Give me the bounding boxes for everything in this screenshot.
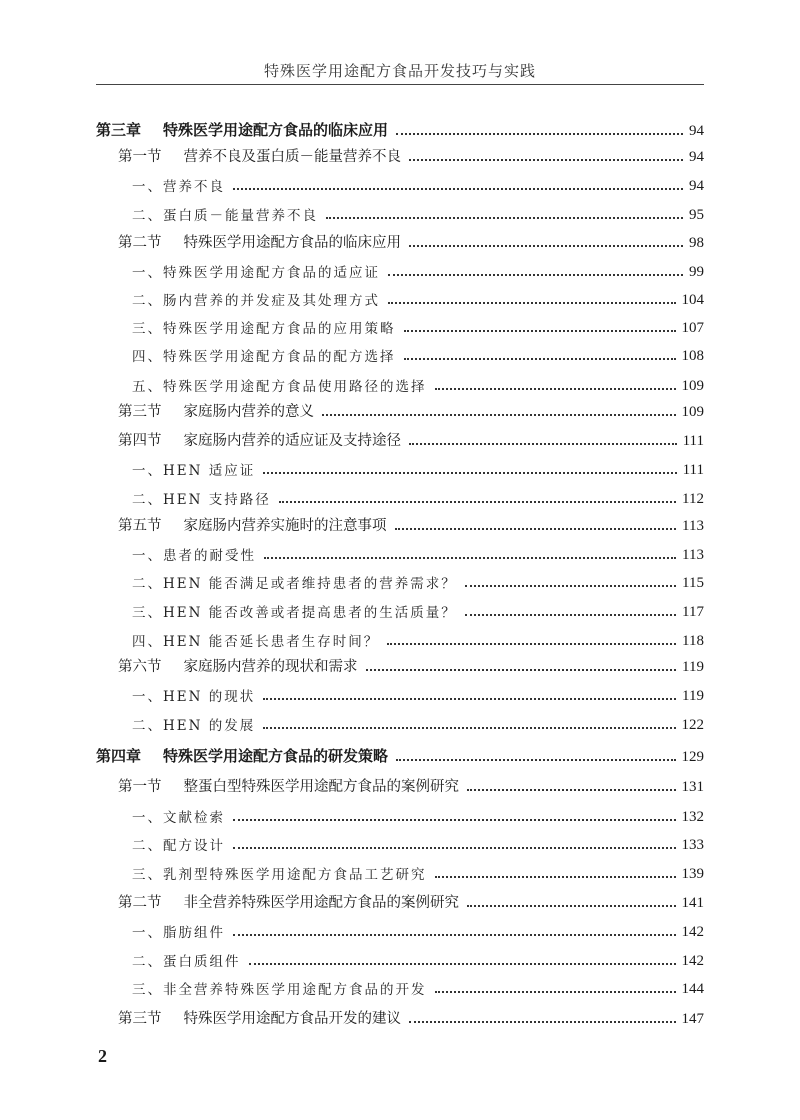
toc-entry-title: 三、HEN 能否改善或者提高患者的生活质量？ bbox=[132, 605, 457, 621]
toc-page-number: 132 bbox=[681, 809, 704, 825]
dot-leader bbox=[395, 528, 677, 530]
dot-leader bbox=[409, 1021, 676, 1023]
dot-leader bbox=[409, 159, 683, 161]
toc-entry-item bbox=[96, 486, 704, 508]
toc-entry-number: 第二节 bbox=[118, 895, 162, 911]
header-rule bbox=[96, 84, 704, 85]
toc-entry-title-text: 非全营养特殊医学用途配方食品的案例研究 bbox=[183, 895, 459, 911]
toc-entry-item bbox=[96, 287, 704, 309]
toc-entry-title: 三、非全营养特殊医学用途配方食品的开发 bbox=[132, 982, 427, 998]
toc-entry-item bbox=[96, 832, 704, 854]
toc-entry-title-text: 家庭肠内营养的适应证及支持途径 bbox=[183, 433, 401, 449]
dot-leader bbox=[404, 358, 676, 360]
toc-page-number: 119 bbox=[682, 659, 704, 675]
toc-entry-title: 一、HEN 适应证 bbox=[132, 463, 256, 479]
page-number: 2 bbox=[98, 1046, 107, 1066]
toc-entry-number: 第四章 bbox=[96, 747, 142, 765]
running-header: 特殊医学用途配方食品开发技巧与实践 bbox=[263, 62, 536, 80]
dot-leader bbox=[233, 934, 676, 936]
dot-leader bbox=[264, 557, 676, 559]
toc-entry-title-text: 家庭肠内营养的意义 bbox=[183, 404, 314, 420]
toc-entry-title: 二、蛋白质组件 bbox=[132, 954, 241, 970]
toc-page-number: 129 bbox=[681, 749, 704, 765]
toc-entry-number: 第一节 bbox=[118, 149, 162, 165]
toc-page-number: 109 bbox=[681, 378, 704, 394]
dot-leader bbox=[322, 414, 676, 416]
dot-leader bbox=[435, 876, 676, 878]
dot-leader bbox=[435, 991, 676, 993]
toc-entry-title-text: 家庭肠内营养实施时的注意事项 bbox=[183, 518, 387, 534]
toc-entry-title: 二、肠内营养的并发症及其处理方式 bbox=[132, 293, 380, 309]
dot-leader bbox=[233, 847, 676, 849]
toc-entry-title: 一、脂肪组件 bbox=[132, 925, 225, 941]
toc-entry-number: 第三节 bbox=[118, 1011, 162, 1027]
toc-entry-item bbox=[96, 948, 704, 970]
toc-entry-item bbox=[96, 259, 704, 281]
toc-entry-title: 二、蛋白质－能量营养不良 bbox=[132, 208, 318, 224]
dot-leader bbox=[263, 472, 676, 474]
toc-entry-section bbox=[96, 513, 704, 535]
toc-entry-item bbox=[96, 343, 704, 365]
toc-page-number: 133 bbox=[681, 837, 704, 853]
toc-entry-title: 一、患者的耐受性 bbox=[132, 548, 256, 564]
toc-page-number: 118 bbox=[682, 633, 704, 649]
toc-entry-section bbox=[96, 428, 704, 450]
toc-entry-item bbox=[96, 712, 704, 734]
dot-leader bbox=[388, 274, 683, 276]
dot-leader bbox=[233, 819, 676, 821]
toc-entry-section bbox=[96, 890, 704, 912]
toc-page-number: 112 bbox=[682, 491, 704, 507]
toc-entry-item bbox=[96, 976, 704, 998]
dot-leader bbox=[465, 614, 676, 616]
toc-entry-section bbox=[96, 230, 704, 252]
toc-entry-item bbox=[96, 919, 704, 941]
toc-entry-number: 第五节 bbox=[118, 518, 162, 534]
toc-entry-title-text: 整蛋白型特殊医学用途配方食品的案例研究 bbox=[183, 779, 459, 795]
toc-page-number: 94 bbox=[689, 178, 704, 194]
dot-leader bbox=[388, 302, 676, 304]
dot-leader bbox=[467, 789, 676, 791]
toc-entry-title bbox=[118, 1007, 401, 1028]
dot-leader bbox=[396, 759, 675, 761]
toc-page-number: 111 bbox=[682, 433, 704, 449]
toc-entry-title bbox=[118, 145, 401, 166]
toc-entry-title bbox=[118, 891, 459, 912]
toc-page-number: 113 bbox=[682, 518, 704, 534]
toc-entry-title-text: 家庭肠内营养的现状和需求 bbox=[183, 659, 358, 675]
toc-entry-number: 第三章 bbox=[96, 121, 142, 139]
toc-entry-section bbox=[96, 654, 704, 676]
toc-entry-title: 一、HEN 的现状 bbox=[132, 689, 256, 705]
toc-entry-title: 二、HEN 能否满足或者维持患者的营养需求？ bbox=[132, 576, 457, 592]
toc-entry-section bbox=[96, 144, 704, 166]
toc-entry-title bbox=[118, 231, 401, 252]
toc-entry-title: 五、特殊医学用途配方食品使用路径的选择 bbox=[132, 379, 427, 395]
toc-entry-item bbox=[96, 804, 704, 826]
toc-entry-title-text: 营养不良及蛋白质－能量营养不良 bbox=[183, 149, 401, 165]
toc-entry-title-text: 特殊医学用途配方食品的临床应用 bbox=[183, 235, 401, 251]
toc-entry-title: 三、特殊医学用途配方食品的应用策略 bbox=[132, 321, 396, 337]
toc-entry-chapter bbox=[96, 118, 704, 140]
toc-page-number: 144 bbox=[681, 981, 704, 997]
toc-entry-title bbox=[118, 514, 387, 535]
dot-leader bbox=[279, 501, 676, 503]
toc-page-number: 104 bbox=[681, 292, 704, 308]
toc-page-number: 115 bbox=[682, 575, 704, 591]
toc-entry-title: 四、特殊医学用途配方食品的配方选择 bbox=[132, 349, 396, 365]
toc-entry-title: 四、HEN 能否延长患者生存时间？ bbox=[132, 634, 380, 650]
toc-entry-section bbox=[96, 399, 704, 421]
toc-page-number: 99 bbox=[689, 264, 704, 280]
dot-leader bbox=[396, 133, 683, 135]
toc-page-number: 142 bbox=[681, 924, 704, 940]
dot-leader bbox=[465, 585, 676, 587]
toc-entry-title bbox=[96, 119, 388, 140]
toc-page-number: 94 bbox=[689, 149, 704, 165]
toc-entry-title-text: 特殊医学用途配方食品开发的建议 bbox=[183, 1011, 401, 1027]
toc-page-number: 109 bbox=[681, 404, 704, 420]
dot-leader bbox=[263, 727, 675, 729]
dot-leader bbox=[387, 643, 676, 645]
dot-leader bbox=[409, 443, 677, 445]
toc-entry-chapter bbox=[96, 744, 704, 766]
toc-entry-title: 二、HEN 的发展 bbox=[132, 718, 256, 734]
toc-entry-item bbox=[96, 457, 704, 479]
toc-page-number: 119 bbox=[682, 688, 704, 704]
toc-page-number: 122 bbox=[681, 717, 704, 733]
toc-entry-item bbox=[96, 373, 704, 395]
toc-entry-number: 第一节 bbox=[118, 779, 162, 795]
toc-entry-item bbox=[96, 570, 704, 592]
toc-entry-item bbox=[96, 683, 704, 705]
toc-entry-number: 第六节 bbox=[118, 659, 162, 675]
toc-entry-section bbox=[96, 774, 704, 796]
toc-page-number: 98 bbox=[689, 235, 704, 251]
toc-entry-title: 三、乳剂型特殊医学用途配方食品工艺研究 bbox=[132, 867, 427, 883]
dot-leader bbox=[263, 698, 676, 700]
toc-page-number: 108 bbox=[681, 348, 704, 364]
toc-entry-title bbox=[118, 429, 401, 450]
toc-entry-title-text: 特殊医学用途配方食品的临床应用 bbox=[163, 121, 389, 139]
toc-entry-item bbox=[96, 542, 704, 564]
dot-leader bbox=[435, 388, 676, 390]
toc-page-number: 142 bbox=[681, 953, 704, 969]
toc-entry-item bbox=[96, 202, 704, 224]
dot-leader bbox=[366, 669, 677, 671]
dot-leader bbox=[326, 217, 683, 219]
toc-entry-title: 一、文献检索 bbox=[132, 810, 225, 826]
dot-leader bbox=[233, 188, 683, 190]
toc-entry-title bbox=[118, 655, 358, 676]
toc-page-number: 117 bbox=[682, 604, 704, 620]
toc-page-number: 94 bbox=[689, 123, 704, 139]
toc-entry-item bbox=[96, 628, 704, 650]
toc-entry-title: 一、营养不良 bbox=[132, 179, 225, 195]
toc-page-number: 141 bbox=[681, 895, 704, 911]
toc-entry-title: 二、HEN 支持路径 bbox=[132, 492, 271, 508]
toc-page-number: 139 bbox=[681, 866, 704, 882]
dot-leader bbox=[249, 963, 676, 965]
toc-entry-number: 第四节 bbox=[118, 433, 162, 449]
toc-entry-item bbox=[96, 861, 704, 883]
toc-entry-title: 一、特殊医学用途配方食品的适应证 bbox=[132, 265, 380, 281]
toc-entry-title bbox=[96, 745, 388, 766]
toc-entry-item bbox=[96, 599, 704, 621]
toc-entry-section bbox=[96, 1006, 704, 1028]
toc-entry-item bbox=[96, 173, 704, 195]
toc-entry-title: 二、配方设计 bbox=[132, 838, 225, 854]
dot-leader bbox=[404, 330, 676, 332]
toc-page-number: 147 bbox=[681, 1011, 704, 1027]
toc-entry-item bbox=[96, 315, 704, 337]
toc-entry-title bbox=[118, 775, 459, 796]
toc-page-number: 111 bbox=[682, 462, 704, 478]
toc-page-number: 113 bbox=[682, 547, 704, 563]
toc-entry-title bbox=[118, 400, 314, 421]
toc-entry-number: 第二节 bbox=[118, 235, 162, 251]
toc-page-number: 131 bbox=[681, 779, 704, 795]
dot-leader bbox=[467, 905, 676, 907]
toc-entry-title-text: 特殊医学用途配方食品的研发策略 bbox=[163, 747, 389, 765]
toc-entry-number: 第三节 bbox=[118, 404, 162, 420]
toc-page-number: 95 bbox=[689, 207, 704, 223]
toc-page-number: 107 bbox=[681, 320, 704, 336]
dot-leader bbox=[409, 245, 683, 247]
